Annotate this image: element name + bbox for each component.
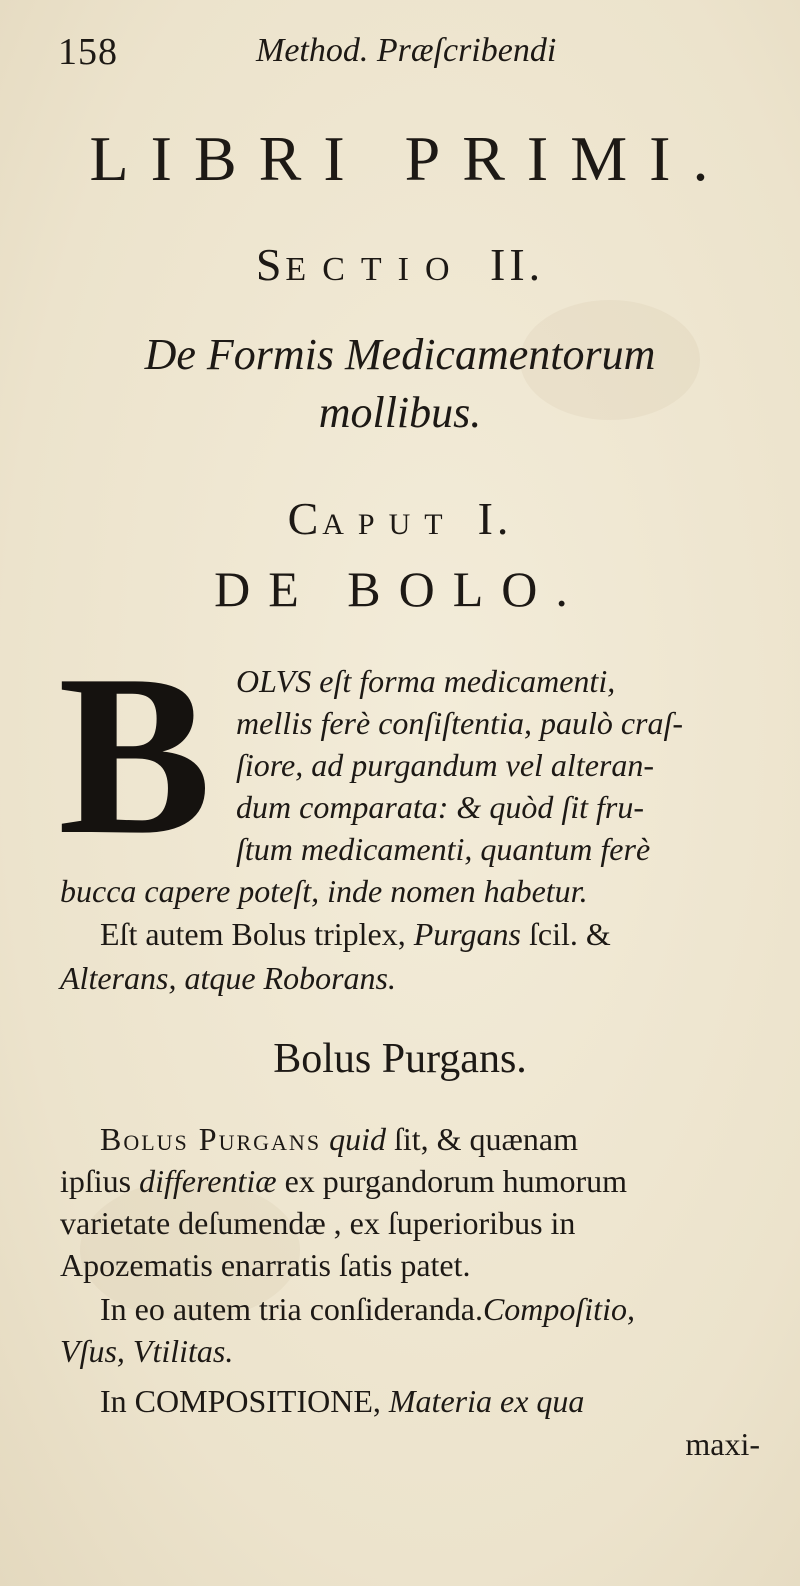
drop-cap: B xyxy=(58,627,212,882)
paragraph-3-line-3: varietate deſumendæ , ex ſuperioribus in xyxy=(60,1205,576,1241)
book-title: LIBRI PRIMI. xyxy=(89,123,731,194)
paragraph-5-line-1: In COMPOSITIONE, Materia ex qua xyxy=(100,1383,585,1419)
paragraph-4-line-1: In eo autem tria conſideranda.Compoſitio, xyxy=(100,1291,635,1327)
chapter-number: CAPUT I. xyxy=(287,493,513,544)
page-header xyxy=(58,30,760,80)
paragraph-4-line-2: Vſus, Vtilitas. xyxy=(60,1333,234,1369)
section-heading: SECTIO II. xyxy=(255,239,545,290)
subheading: Bolus Purgans. xyxy=(273,1036,527,1082)
paragraph-2-line-2: Alterans, atque Roborans. xyxy=(60,960,396,996)
paragraph-3-line-4: Apozematis enarratis ſatis patet. xyxy=(60,1247,471,1283)
section-subject: De Formis Medicamentorum mollibus. xyxy=(144,330,656,437)
catchword: maxi- xyxy=(685,1426,760,1462)
paragraph-1-last-line: bucca capere poteſt, inde nomen habetur. xyxy=(60,873,588,909)
page-number: 158 xyxy=(58,31,118,73)
paragraph-3-line-2: ipſius differentiæ ex purgandorum humorum xyxy=(60,1163,628,1199)
paragraph-2: Eſt autem Bolus triplex, Purgans ſcil. & xyxy=(100,916,611,952)
running-title: Method. Præſcribendi xyxy=(256,32,557,69)
paragraph-1: OLVS eſt forma medicamenti, mellis ferè conſiſtentia, paulò craſ- ſiore, ad purgandum vel alteran- dum comparata: & quòd ſit fru- ſtum medicamenti, quantum ferè xyxy=(236,663,684,867)
chapter-title: DE BOLO. xyxy=(214,561,586,617)
paragraph-3-line-1: Bolus Purgans quid ſit, & quænam xyxy=(100,1121,578,1157)
